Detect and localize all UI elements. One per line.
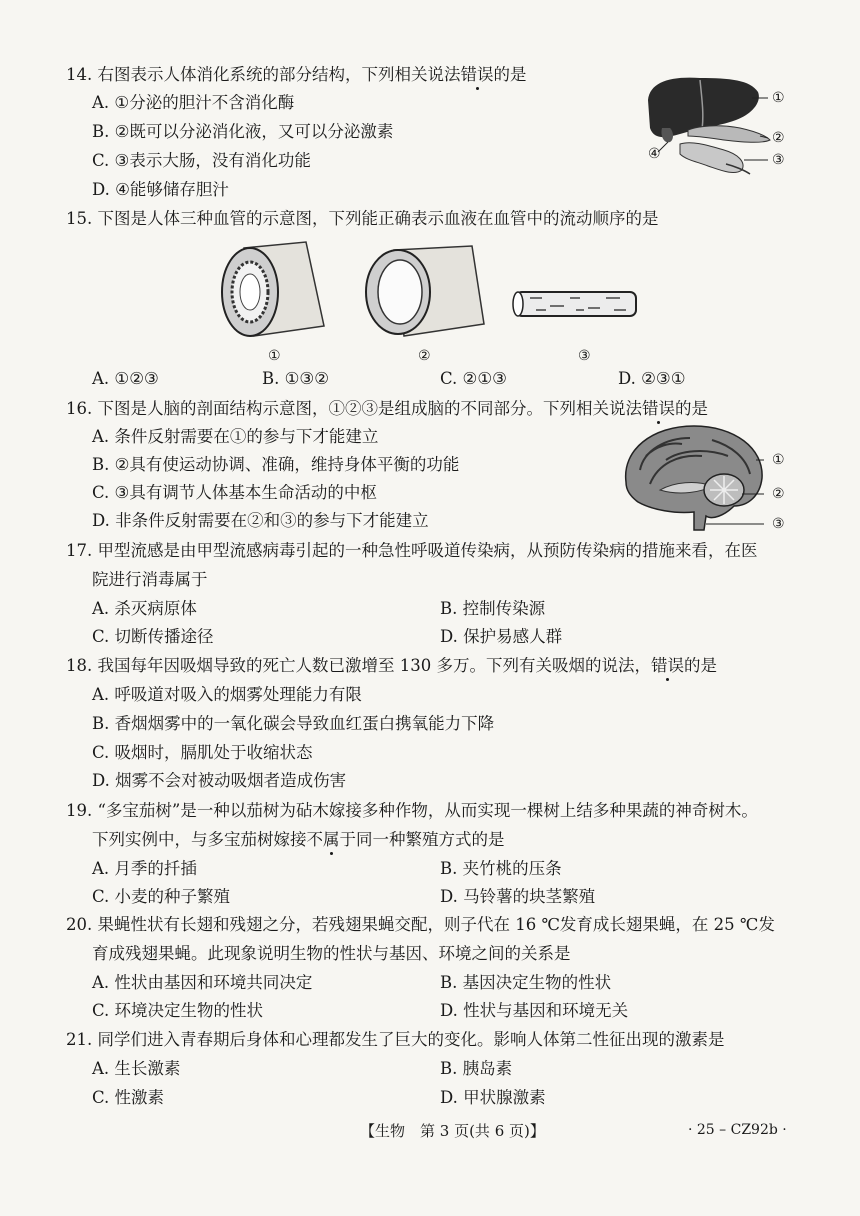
q16-option-a: A. 条件反射需要在①的参与下才能建立 [92, 427, 379, 446]
q16-option-d: D. 非条件反射需要在②和③的参与下才能建立 [92, 511, 429, 530]
q14-option-d: D. ④能够储存胆汁 [92, 180, 229, 199]
q15-option-a: A. ①②③ [92, 369, 159, 388]
paper-code: · 25 – CZ92b · [688, 1122, 787, 1138]
q16-option-b: B. ②具有使运动协调、准确，维持身体平衡的功能 [92, 455, 460, 474]
vessel-label-2: ② [418, 348, 431, 364]
q20-option-a: A. 性状由基因和环境共同决定 [92, 973, 313, 992]
q17-option-b: B. 控制传染源 [440, 599, 546, 618]
q17-option-d: D. 保护易感人群 [440, 627, 563, 646]
brain-label-3: ③ [772, 516, 785, 532]
q19-stem-line2: 下列实例中，与多宝茄树嫁接不属于同一种繁殖方式的是 [92, 830, 505, 849]
q18-option-d: D. 烟雾不会对被动吸烟者造成伤害 [92, 771, 347, 790]
q21-option-c: C. 性激素 [92, 1088, 165, 1107]
q17-option-c: C. 切断传播途径 [92, 627, 214, 646]
q15-option-b: B. ①③② [262, 369, 329, 388]
q15-option-d: D. ②③① [618, 369, 686, 388]
q20-stem-line2: 育成残翅果蝇。此现象说明生物的性状与基因、环境之间的关系是 [92, 944, 571, 963]
q17-option-a: A. 杀灭病原体 [92, 599, 197, 618]
q16-option-c: C. ③具有调节人体基本生命活动的中枢 [92, 483, 377, 502]
q20-option-d: D. 性状与基因和环境无关 [440, 1001, 629, 1020]
q18-option-a: A. 呼吸道对吸入的烟雾处理能力有限 [92, 685, 362, 704]
q19-stem-line1: 19. “多宝茄树”是一种以茄树为砧木嫁接多种作物，从而实现一棵树上结多种果蔬的神奇树木。 [66, 801, 758, 820]
q19-option-a: A. 月季的扦插 [92, 859, 197, 878]
q18-stem: 18. 我国每年因吸烟导致的死亡人数已激增至 130 多万。下列有关吸烟的说法，错误的是 [66, 656, 717, 675]
figure-label-2: ② [772, 130, 785, 146]
q15-option-c: C. ②①③ [440, 369, 507, 388]
emphasis-text: 错误 [650, 656, 684, 675]
emphasis-text: 错误 [642, 399, 675, 418]
digestive-system-figure [640, 70, 790, 180]
q16-stem: 16. 下图是人脑的剖面结构示意图，①②③是组成脑的不同部分。下列相关说法错误的是 [66, 399, 708, 418]
q21-option-b: B. 胰岛素 [440, 1059, 513, 1078]
q19-option-c: C. 小麦的种子繁殖 [92, 887, 231, 906]
q21-option-d: D. 甲状腺激素 [440, 1088, 546, 1107]
page-footer: 【生物 第 3 页(共 6 页)】 [360, 1122, 545, 1140]
q19-option-d: D. 马铃薯的块茎繁殖 [440, 887, 596, 906]
q20-option-b: B. 基因决定生物的性状 [440, 973, 612, 992]
q17-stem-line2: 院进行消毒属于 [92, 570, 208, 589]
q21-stem: 21. 同学们进入青春期后身体和心理都发生了巨大的变化。影响人体第二性征出现的激素是 [66, 1030, 725, 1049]
q20-option-c: C. 环境决定生物的性状 [92, 1001, 264, 1020]
q14-stem: 14. 右图表示人体消化系统的部分结构，下列相关说法错误的是 [66, 65, 527, 84]
emphasis-text: 不属于 [306, 830, 356, 849]
q21-option-a: A. 生长激素 [92, 1059, 181, 1078]
q18-option-c: C. 吸烟时，膈肌处于收缩状态 [92, 743, 313, 762]
q14-option-a: A. ①分泌的胆汁不含消化酶 [92, 93, 295, 112]
q19-option-b: B. 夹竹桃的压条 [440, 859, 562, 878]
figure-label-3: ③ [772, 152, 785, 168]
emphasis-text: 错误 [460, 65, 494, 84]
q14-option-c: C. ③表示大肠，没有消化功能 [92, 151, 311, 170]
q17-stem-line1: 17. 甲型流感是由甲型流感病毒引起的一种急性呼吸道传染病，从预防传染病的措施来看，在医 [66, 541, 758, 560]
brain-label-2: ② [772, 486, 785, 502]
brain-label-1: ① [772, 452, 785, 468]
vessel-label-3: ③ [578, 348, 591, 364]
brain-figure [616, 420, 772, 532]
q15-stem: 15. 下图是人体三种血管的示意图，下列能正确表示血液在血管中的流动顺序的是 [66, 209, 659, 228]
artery-figure [214, 240, 334, 340]
figure-label-1: ① [772, 90, 785, 106]
vessel-label-1: ① [268, 348, 281, 364]
figure-label-4: ④ [648, 146, 661, 162]
q14-option-b: B. ②既可以分泌消化液，又可以分泌激素 [92, 122, 394, 141]
q20-stem-line1: 20. 果蝇性状有长翅和残翅之分，若残翅果蝇交配，则子代在 16 ℃发育成长翅果蝇，在 25 ℃发 [66, 915, 775, 934]
capillary-figure [510, 286, 642, 322]
vein-figure [360, 244, 490, 340]
q18-option-b: B. 香烟烟雾中的一氧化碳会导致血红蛋白携氧能力下降 [92, 714, 495, 733]
